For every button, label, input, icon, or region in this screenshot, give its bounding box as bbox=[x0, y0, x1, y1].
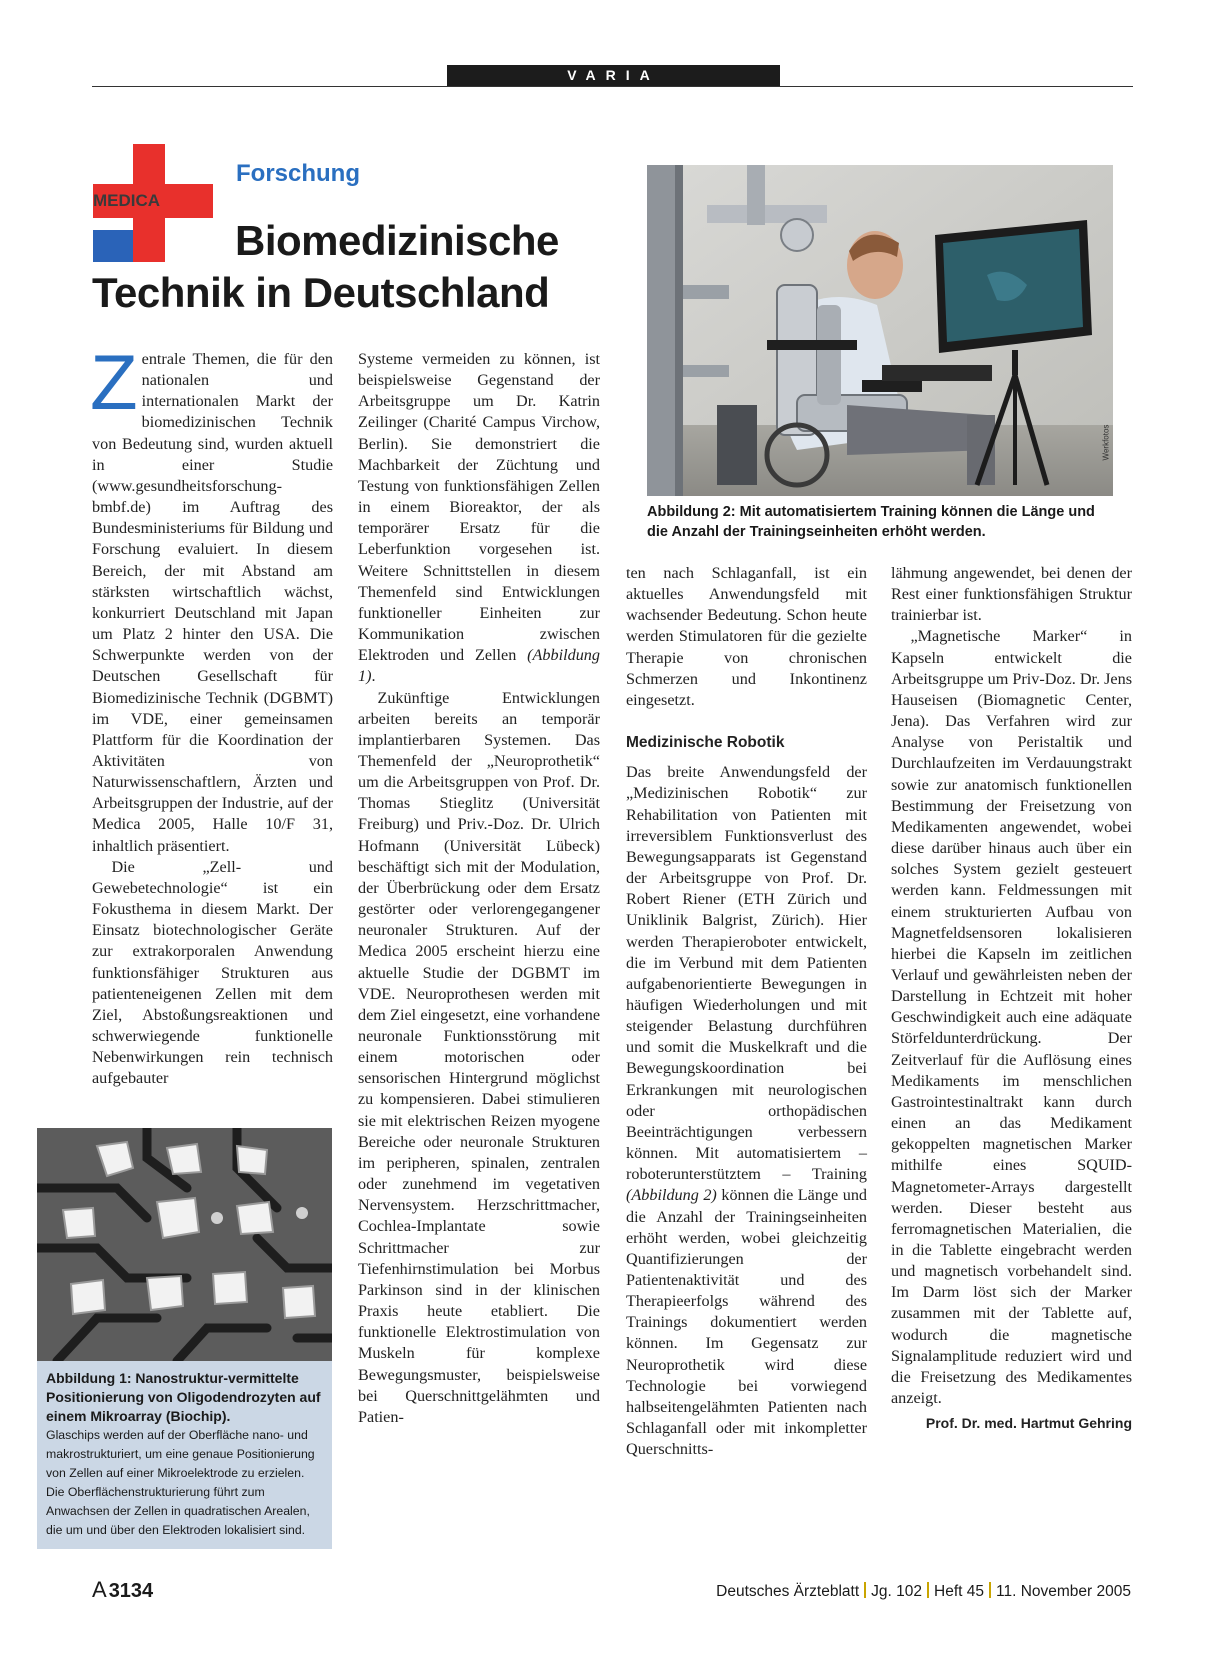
figure-2-caption: Abbildung 2: Mit automatisiertem Training können die Länge und die Anzahl der Trainingseinheiten erhöht werden. bbox=[647, 504, 1095, 540]
text-column-3 bbox=[626, 563, 867, 1460]
figure-1-caption-title: Abbildung 1: Nanostruktur-vermittelte Positionierung von Oligodendrozyten auf einem Mikroarray (Biochip). bbox=[46, 1370, 321, 1424]
title-line-2: Technik in Deutschland bbox=[92, 269, 550, 316]
author-line: Prof. Dr. med. Hartmut Gehring bbox=[925, 1415, 1132, 1432]
photo-credit-text: Werkfotos bbox=[1101, 424, 1111, 461]
title-line-1: Biomedizinische bbox=[235, 217, 559, 264]
paragraph-text: können die Länge und die Anzahl der Trainingseinheiten erhöht werden, wobei gleichzeitig Quantifizierungen der Patientenaktivität und des Therapieerfolgs während des Trainings dokumentiert werden können. Im Gegensatz zur Neuroprothetik wird diese Technologie bei vorwiegend halbseitengelähmten Patienten nach Schlaganfall oder mit inkompletter Querschnitts- bbox=[626, 1186, 868, 1459]
page-number bbox=[92, 1577, 153, 1603]
footer-separator bbox=[864, 1582, 866, 1598]
figure-reference: (Abbildung 1) bbox=[358, 646, 600, 686]
footer-separator bbox=[989, 1582, 991, 1598]
rehab-robot-photo-illustration bbox=[647, 165, 1113, 496]
drop-cap: Z bbox=[90, 338, 138, 426]
figure-2-photo bbox=[647, 165, 1113, 496]
paragraph: ten nach Schlaganfall, ist ein aktuelles Anwendungsfeld mit wachsender Bedeutung. Schon heute werden Stimulatoren für die gezielte Therapie von chronischen Schmerzen und Inkontinenz eingesetzt. bbox=[626, 564, 867, 709]
paragraph: lähmung angewendet, bei denen der Rest einer funktionsfähigen Struktur trainierbar ist. bbox=[891, 564, 1132, 625]
paragraph-text: Systeme vermeiden zu können, ist beispielsweise Gegenstand der Arbeitsgruppe um Dr. Katrin Zeilinger (Charité Campus Virchow, Berlin). Sie demonstriert die Machbarkeit der Züchtung und Testung von funktionsfähigen Zellen in einem Bioreaktor, der als temporärer Ersatz für die Leberfunktion vorgesehen ist. Weitere Schnittstellen in diesem Themenfeld sind Entwicklungen funktioneller Einheiten zur Kommunikation zwischen Elektroden und Zellen bbox=[358, 350, 600, 665]
page-number-text: 3134 bbox=[108, 1580, 154, 1602]
subheading: Medizinische Robotik bbox=[626, 734, 785, 752]
paragraph: Systeme vermeiden zu können, ist beispielsweise Gegenstand der Arbeitsgruppe um Dr. Katrin Zeilinger (Charité Campus Virchow, Berlin). Sie demonstriert die Machbarkeit der Züchtung und Testung von funktionsfähigen Zellen in einem Bioreaktor, der als temporärer Ersatz für die Leberfunktion vorgesehen ist. Weitere Schnittstellen in diesem Themenfeld sind Entwicklungen funktioneller Einheiten zur Kommunikation zwischen Elektroden und Zellen (Abbildung 1). bbox=[358, 350, 600, 686]
text-column-4 bbox=[891, 563, 1132, 1434]
top-rule bbox=[92, 86, 1133, 87]
paragraph bbox=[626, 762, 867, 1460]
photo-credit bbox=[1099, 405, 1113, 485]
journal-footer bbox=[716, 1582, 1131, 1601]
article-kicker: Forschung bbox=[236, 160, 360, 187]
page-prefix: A bbox=[92, 1577, 107, 1602]
section-header: VARIA bbox=[447, 65, 780, 86]
paragraph: „Magnetische Marker“ in Kapseln entwickelt die Arbeitsgruppe um Priv-Doz. Dr. Jens Hauseisen (Biomagnetic Center, Jena). Das Verfahren wird zur Analyse von Peristaltik und Durchlaufzeiten im Verdauungstrakt sowie zur anatomisch funktionellen Bestimmung der Freisetzung von Medikamenten angewendet, wobei diese darüber hinaus auch über ein solches System gezielt gesteuert werden kann. Feldmessungen mit einem strukturierten Aufbau von Magnetfeldsensoren lokalisieren hierbei die Kapseln im zeitlichen Verlauf und gewährleisten neben der Darstellung in Echtzeit mit hoher Geschwindigkeit auch eine adäquate Störfeldunterdrückung. Der Zeitverlauf für die Auflösung eines Medikaments im menschlichen Gastrointestinaltrakt kann durch einen an das Medikament gekoppelten magnetischen Marker mithilfe eines SQUID-Magnetometer-Arrays dargestellt werden. Dieser besteht aus ferromagnetischen Materialien, die in die Tablette eingebracht werden und magnetisch vorbehandelt sind. Im Darm löst sich der Marker zusammen mit der Tablette auf, wodurch die magnetische Signalamplitude reduziert wird und die Freisetzung des Medikamentes anzeigt. bbox=[891, 627, 1132, 1408]
figure-1-caption bbox=[37, 1361, 332, 1549]
microarray-photo-illustration bbox=[37, 1128, 332, 1361]
journal-name: Deutsches Ärzteblatt bbox=[716, 1583, 860, 1600]
paragraph: Zukünftige Entwicklungen arbeiten bereits an temporär implantierbaren Systemen. Das Themenfeld der „Neuroprothetik“ um die Arbeitsgruppen von Prof. Dr. Thomas Stieglitz (Universität Freiburg) und Priv.-Doz. Dr. Ulrich Hofmann (Universität Lübeck) beschäftigt sich mit der Modulation, der Überbrückung oder dem Ersatz gestörter oder verlorengegangener neuronaler Strukturen. Auf der Medica 2005 erscheint hierzu eine aktuelle Studie der DGBMT im VDE. Neuroprothesen werden mit dem Ziel eingesetzt, eine vorhandene neuronale Funktionsstörung mit einem motorischen oder sensorischen Hintergrund möglichst zu kompensieren. Dabei stimulieren sie mit elektrischen Reizen myogene Bereiche oder neuronale Strukturen im peripheren, spinalen, zentralen oder zunehmend im vegetativen Nervensystem. Herzschrittmacher, Cochlea-Implantate sowie Schrittmacher zur Tiefenhirnstimulation bei Morbus Parkinson sind in der klinischen Praxis heute etabliert. Die funktionelle Elektrostimulation von Muskeln für komplexe Bewegungsmuster, beispielsweise bei Querschnittgelähmten und Patien- bbox=[358, 688, 600, 1426]
journal-issue: Heft 45 bbox=[934, 1583, 984, 1600]
paragraph: Die „Zell- und Gewebetechnologie“ ist ein Fokusthema in diesem Markt. Der Einsatz biotechnologischer Geräte zur extrakorporalen Anwendung funktionsfähiger Strukturen aus patienteneigenen Zellen mit dem Ziel, Abstoßungsreaktionen und schwerwiegende funktionelle Nebenwirkungen rein technisch aufgebauter bbox=[92, 857, 333, 1088]
figure-1-caption-body: Glaschips werden auf der Oberfläche nano- und makrostrukturiert, um eine genaue Positionierung von Zellen auf einer Mikroelektrode zu erzielen. Die Oberflächenstrukturierung führt zum Anwachsen der Zellen in quadratischen Arealen, die um und über den Elektroden lokalisiert sind. bbox=[46, 1428, 315, 1537]
text-column-1 bbox=[90, 338, 333, 1089]
figure-1-photo bbox=[37, 1128, 332, 1361]
article-title bbox=[92, 215, 592, 319]
figure-reference: (Abbildung 2) bbox=[626, 1186, 717, 1205]
paragraph-text: entrale Themen, die für den nationalen und internationalen Markt der biomedizinischen Technik von Bedeutung sind, wurden aktuell in einer Studie (www.gesundheitsforschung-bmbf.de) im Auftrag des Bundesministeriums für Bildung und Forschung evaluiert. In diesem Bereich, der mit Abstand am stärksten wirtschaftlich wächst, konkurriert Deutschland mit Japan um Platz 2 hinter den USA. Die Schwerpunkte werden von der Deutschen Gesellschaft für Biomedizinische Technik (DGBMT) im VDE, einer gemeinsamen Plattform für die Koordination der Aktivitäten von Naturwissenschaftlern, Ärzten und Arbeitsgruppen der Industrie, auf der Medica 2005, Halle 10/F 31, inhaltlich präsentiert. bbox=[92, 350, 333, 855]
text-column-2 bbox=[358, 349, 600, 1428]
journal-volume: Jg. 102 bbox=[871, 1583, 923, 1600]
journal-date: 11. November 2005 bbox=[996, 1583, 1131, 1600]
footer-separator bbox=[927, 1582, 929, 1598]
paragraph-text: Das breite Anwendungsfeld der „Medizinischen Robotik“ zur Rehabilitation von Patienten mit irreversiblem Funktionsverlust des Bewegungsapparats ist Gegenstand der Arbeitsgruppe von Prof. Dr. Robert Riener (ETH Zürich und Uniklinik Balgrist, Zürich). Hier werden Therapieroboter entwickelt, die im Verbund mit dem Patienten aufgabenorientierte Bewegungen in häufigen Wiederholungen und mit steigender Belastung durchführen und somit die Muskelkraft und die Bewegungskoordination bei Erkrankungen mit neurologischen oder orthopädischen Beeinträchtigungen verbessern können. Mit automatisiertem – roboterunterstütztem – Training bbox=[626, 763, 867, 1184]
logo-wordmark: MEDICA bbox=[93, 191, 161, 210]
paragraph bbox=[90, 338, 333, 857]
